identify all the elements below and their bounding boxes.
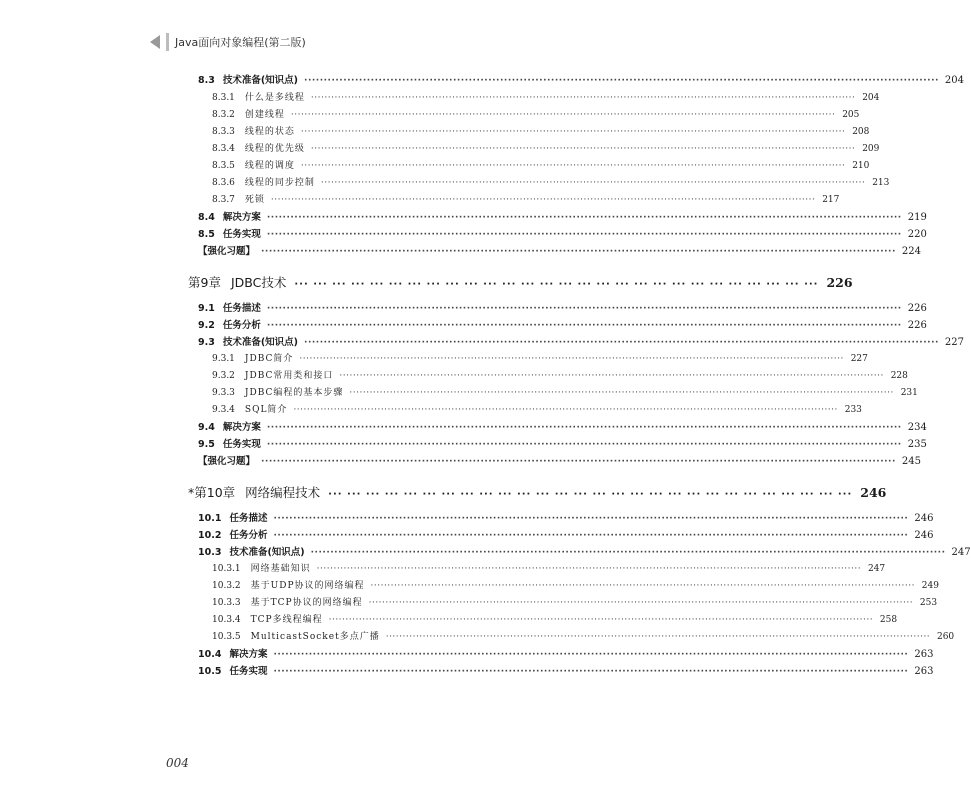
entry-title: 任务描述 [222,303,261,314]
section-entry[interactable] [198,663,934,680]
entry-number: 8.3.5 [212,161,235,171]
subsection-entry[interactable] [212,141,880,158]
section-entry[interactable] [198,646,934,663]
subsection-entry[interactable] [212,578,939,595]
section-entry[interactable] [198,317,927,334]
section-entry[interactable] [198,436,927,453]
subsection-entry[interactable] [212,175,890,192]
entry-number: 9.3.1 [212,354,235,364]
dot-leader: ·································································································································································· [339,371,884,381]
entry-title: 线程的同步控制 [244,178,315,188]
dot-leader: ·································································································································································· [310,144,856,154]
entry-page-number: 210 [852,161,870,171]
entry-page-number: 263 [914,649,934,660]
entry-title: 线程的优先级 [244,144,305,154]
entry-page-number: 249 [921,581,939,591]
entry-page-number: 234 [907,422,927,433]
chapter-entry[interactable] [188,272,853,294]
entry-number: 8.3.3 [212,127,235,137]
entry-page-number: 263 [914,666,934,677]
entry-title: 基于TCP协议的网络编程 [250,598,363,608]
entry-title: 技术准备(知识点) [222,75,299,86]
section-entry[interactable] [198,334,964,351]
section-entry[interactable] [198,419,927,436]
exercises-entry[interactable] [198,243,921,260]
dot-leader: ··· ··· ··· ··· ··· ··· ··· ··· ··· ··· ··· ··· ··· ··· ··· ··· ··· ··· ··· ··· ··· ··· ··· ··· ··· ··· ··· ··· [294,279,819,290]
subsection-entry[interactable] [212,612,898,629]
entry-number: 10.3 [198,547,222,558]
entry-title: SQL简介 [244,405,288,415]
dot-leader: ·································································································································································· [261,247,896,257]
entry-page-number: 245 [901,456,921,467]
subsection-entry[interactable] [212,561,886,578]
entry-page-number: 205 [842,110,860,120]
entry-title: 任务分析 [222,320,261,331]
subsection-entry[interactable] [212,90,880,107]
entry-page-number: 228 [890,371,908,381]
section-entry[interactable] [198,226,927,243]
entry-number: 8.3.6 [212,178,235,188]
entry-page-number: 219 [907,212,927,223]
entry-number: 8.3.7 [212,195,235,205]
entry-title: 技术准备(知识点) [229,547,305,558]
dot-leader: ·································································································································································· [304,76,939,86]
section-entry[interactable] [198,209,927,226]
chapter-entry[interactable] [188,482,887,504]
dot-leader: ·································································································································································· [293,405,838,415]
subsection-entry[interactable] [212,107,860,124]
dot-leader: ·································································································································································· [316,564,862,574]
entry-page-number: 231 [900,388,918,398]
entry-number: 9.5 [198,439,215,450]
entry-page-number: 226 [907,303,927,314]
dot-leader: ·································································································································································· [370,581,915,591]
entry-page-number: 204 [944,75,964,86]
entry-title: 解决方案 [229,649,268,660]
entry-title: 线程的状态 [244,127,295,137]
dot-leader: ·································································································································································· [273,650,909,660]
dot-leader: ·································································································································································· [290,110,836,120]
entry-number: 8.4 [198,212,215,223]
subsection-entry[interactable] [212,385,918,402]
entry-page-number: 220 [907,229,927,240]
dot-leader: ·································································································································································· [299,354,844,364]
entry-number: 8.3 [198,75,215,86]
entry-number: 10.2 [198,530,222,541]
entry-title: 【强化习题】 [198,456,256,467]
entry-number: 9.3.2 [212,371,235,381]
entry-title: 任务分析 [229,530,268,541]
entry-title: 解决方案 [222,212,261,223]
entry-number: *第10章 [188,485,236,500]
subsection-entry[interactable] [212,629,955,646]
entry-page-number: 235 [907,439,927,450]
entry-page-number: 217 [822,195,840,205]
dot-leader: ·································································································································································· [266,213,902,223]
entry-number: 10.3.2 [212,581,241,591]
dot-leader: ·································································································································································· [385,632,931,642]
entry-number: 10.5 [198,666,222,677]
entry-title: 【强化习题】 [198,246,256,257]
entry-title: 什么是多线程 [244,93,305,103]
dot-leader: ·································································································································································· [300,161,846,171]
dot-leader: ·································································································································································· [270,195,816,205]
entry-number: 10.1 [198,513,222,524]
entry-page-number: 247 [951,547,971,558]
dot-leader: ·································································································································································· [273,531,909,541]
dot-leader: ·································································································································································· [273,667,909,677]
entry-number: 9.3.4 [212,405,235,415]
dot-leader: ·································································································································································· [266,423,902,433]
entry-title: JDBC技术 [230,275,287,290]
entry-number: 9.3 [198,337,215,348]
subsection-entry[interactable] [212,402,862,419]
entry-title: 基于UDP协议的网络编程 [250,581,365,591]
entry-page-number: 227 [850,354,868,364]
section-entry[interactable] [198,527,934,544]
dot-leader: ·································································································································································· [266,440,902,450]
entry-title: JDBC编程的基本步骤 [244,388,344,398]
subsection-entry[interactable] [212,192,840,209]
entry-title: 线程的调度 [244,161,295,171]
entry-number: 9.1 [198,303,215,314]
entry-page-number: 226 [907,320,927,331]
entry-number: 8.3.1 [212,93,235,103]
dot-leader: ·································································································································································· [261,457,896,467]
entry-title: TCP多线程编程 [250,615,323,625]
entry-page-number: 204 [862,93,880,103]
dot-leader: ·································································································································································· [349,388,894,398]
entry-page-number: 246 [914,513,934,524]
entry-number: 10.3.1 [212,564,241,574]
dot-leader: ·································································································································································· [320,178,866,188]
entry-number: 8.3.4 [212,144,235,154]
section-entry[interactable] [198,510,934,527]
entry-title: 网络编程技术 [245,485,321,500]
entry-title: 任务描述 [229,513,268,524]
entry-title: 网络基础知识 [250,564,311,574]
entry-page-number: 213 [872,178,890,188]
subsection-entry[interactable] [212,124,870,141]
dot-leader: ·································································································································································· [273,514,909,524]
entry-number: 9.3.3 [212,388,235,398]
subsection-entry[interactable] [212,351,868,368]
dot-leader: ·································································································································································· [328,615,874,625]
entry-page-number: 253 [919,598,938,608]
entry-page-number: 258 [879,615,898,625]
dot-leader: ·································································································································································· [304,338,939,348]
dot-leader: ·································································································································································· [266,230,902,240]
entry-number: 9.2 [198,320,215,331]
entry-number: 10.3.5 [212,632,241,642]
entry-page-number: 247 [867,564,886,574]
dot-leader: ·································································································································································· [368,598,914,608]
entry-page-number: 233 [844,405,862,415]
entry-title: JDBC简介 [244,354,294,364]
section-entry[interactable] [198,300,927,317]
entry-page-number: 208 [852,127,870,137]
subsection-entry[interactable] [212,595,938,612]
dot-leader: ·································································································································································· [266,321,902,331]
entry-number: 8.5 [198,229,215,240]
entry-page-number: 227 [944,337,964,348]
entry-title: 任务实现 [229,666,268,677]
book-title: Java面向对象编程(第二版) [175,36,306,49]
entry-title: 任务实现 [222,229,261,240]
entry-title: 死锁 [244,195,265,205]
entry-title: MulticastSocket多点广播 [250,632,380,642]
entry-number: 10.4 [198,649,222,660]
entry-number: 10.3.3 [212,598,241,608]
entry-page-number: 246 [914,530,934,541]
dot-leader: ·································································································································································· [266,304,902,314]
entry-page-number: 224 [901,246,921,257]
entry-title: 创建线程 [244,110,285,120]
section-entry[interactable] [198,72,964,89]
entry-page-number: 226 [826,275,853,290]
entry-title: 任务实现 [222,439,261,450]
entry-page-number: 246 [860,485,887,500]
dot-leader: ·································································································································································· [310,548,946,558]
page-number: 004 [166,756,189,770]
entry-title: JDBC常用类和接口 [244,371,334,381]
subsection-entry[interactable] [212,368,908,385]
entry-title: 技术准备(知识点) [222,337,299,348]
entry-number: 8.3.2 [212,110,235,120]
dot-leader: ·································································································································································· [310,93,856,103]
dot-leader: ··· ··· ··· ··· ··· ··· ··· ··· ··· ··· ··· ··· ··· ··· ··· ··· ··· ··· ··· ··· ··· ··· ··· ··· ··· ··· ··· ··· [328,489,853,500]
entry-title: 解决方案 [222,422,261,433]
entry-page-number: 260 [936,632,955,642]
dot-leader: ·································································································································································· [300,127,846,137]
entry-number: 9.4 [198,422,215,433]
entry-page-number: 209 [862,144,880,154]
exercises-entry[interactable] [198,453,921,470]
section-entry[interactable] [198,544,971,561]
entry-number: 第9章 [188,275,221,290]
subsection-entry[interactable] [212,158,870,175]
entry-number: 10.3.4 [212,615,241,625]
